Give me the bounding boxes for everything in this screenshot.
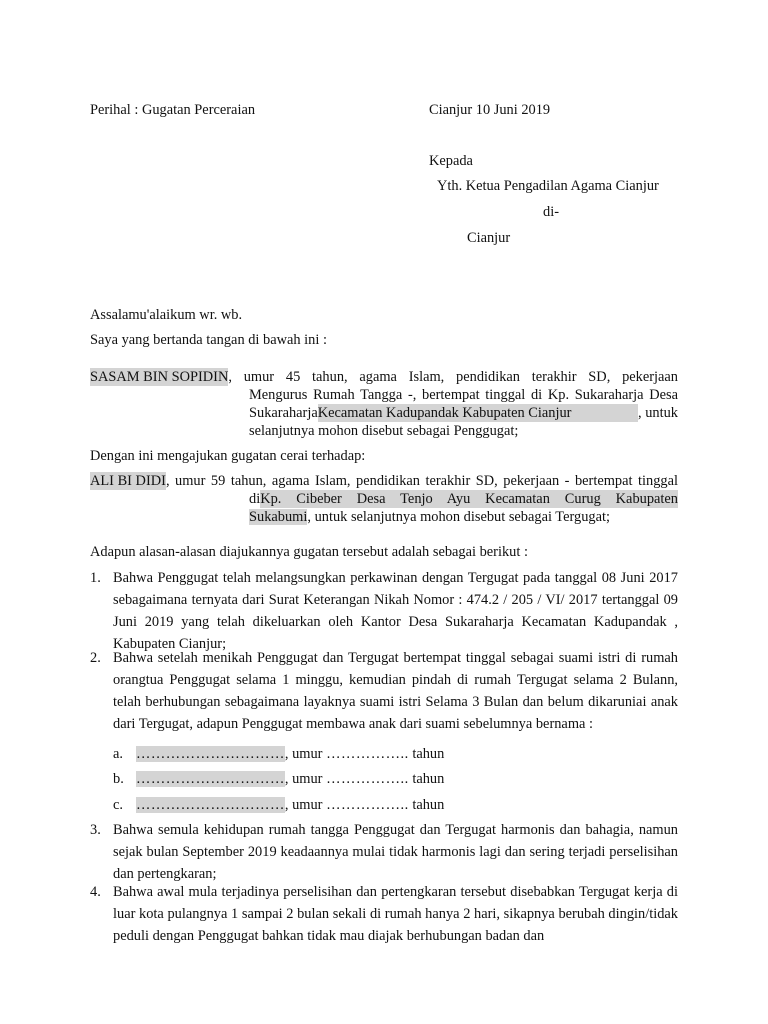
child-letter: a. xyxy=(113,746,123,762)
child-entry: …………………………, umur …………….. tahun xyxy=(136,771,445,787)
reason-text: Bahwa awal mula terjadinya perselisihan dan pertengkaran tersebut disebabkan Tergugat kerja di luar kota pulangnya 1 sampai 2 bulan sekali di rumah hanya 2 hari, sikapnya berubah dingin/tidak peduli dengan Penggugat bahkan tidak mau diajak berhubungan badan dan xyxy=(113,884,678,944)
reason-number: 3. xyxy=(90,822,101,838)
defendant-line-1: ALI BI DIDI , umur 59 tahun, agama Islam, pendidikan terakhir SD, pekerjaan - bertempat tinggal xyxy=(90,473,678,489)
child-entry: …………………………, umur …………….. tahun xyxy=(136,797,445,813)
plaintiff-line-1 xyxy=(90,368,678,386)
plaintiff-line-2: Mengurus Rumah Tangga -, bertempat tinggal di Kp. Sukaraharja Desa xyxy=(249,387,678,403)
child-age-blank: …………….. xyxy=(326,797,409,813)
plaintiff-name: SASAM BIN SOPIDIN xyxy=(90,369,229,385)
recipient-di: di- xyxy=(543,204,559,220)
child-age-blank: …………….. xyxy=(326,771,409,787)
defendant-district-highlight: Sukabumi xyxy=(249,509,308,525)
child-entry: …………………………, umur …………….. tahun xyxy=(136,746,445,762)
reason-number: 4. xyxy=(90,884,101,900)
place-date: Cianjur 10 Juni 2019 xyxy=(429,102,551,118)
reason-text: Bahwa semula kehidupan rumah tangga Penggugat dan Tergugat harmonis dan bahagia, namun sejak bulan September 2019 keadaannya mulai tidak harmonis lagi dan sering terjadi perselisihan dan pertengkaran; xyxy=(113,822,678,882)
reason-number: 2. xyxy=(90,650,101,666)
child-name-blank: ………………………… xyxy=(136,746,285,762)
greeting: Assalamu'alaikum wr. wb. xyxy=(90,307,243,323)
plaintiff-address-highlight: Kecamatan Kadupandak Kabupaten Cianjur xyxy=(318,404,638,422)
recipient-city: Cianjur xyxy=(467,230,511,246)
recipient-to: Kepada xyxy=(429,153,473,169)
reason-text: Bahwa Penggugat telah melangsungkan perkawinan dengan Tergugat pada tanggal 08 Juni 2017 sebagaimana ternyata dari Surat Keterangan Nikah Nomor : 474.2 / 205 / VI/ 2017 tertanggal 09 Juni 2019 yang telah dikeluarkan oleh Kantor Desa Sukaraharja Kecamatan Kadupandak , Kabupaten Cianjur; xyxy=(113,570,678,652)
defendant-address-highlight: Kp. Cibeber Desa Tenjo Ayu Kecamatan Curug Kabupaten xyxy=(260,491,678,507)
reason-text: Bahwa setelah menikah Penggugat dan Tergugat bertempat tinggal sebagai suami istri di rumah orangtua Penggugat selama 1 minggu, kemudian pindah di rumah Tergugat selama 2 Bulann, telah berhubungan sebagaimana layaknya suami istri Selama 3 Bulan dan belum dikaruniai anak dari Tergugat, adapun Penggugat membawa anak dari suami sebelumnya bernama : xyxy=(113,650,678,732)
defendant-line-3: Sukabumi, untuk selanjutnya mohon disebut sebagai Tergugat; xyxy=(249,509,610,525)
intro-line: Saya yang bertanda tangan di bawah ini : xyxy=(90,332,327,348)
child-name-blank: ………………………… xyxy=(136,797,285,813)
petition-intro: Dengan ini mengajukan gugatan cerai terhadap: xyxy=(90,448,366,464)
plaintiff-line-3: Sukaraharja Kecamatan Kadupandak Kabupaten Cianjur , untuk xyxy=(249,405,678,421)
child-age-blank: …………….. xyxy=(326,746,409,762)
child-name-blank: ………………………… xyxy=(136,771,285,787)
child-letter: c. xyxy=(113,797,123,813)
recipient-addressee: Yth. Ketua Pengadilan Agama Cianjur xyxy=(437,178,659,194)
defendant-line-2: di Kp. Cibeber Desa Tenjo Ayu Kecamatan Curug Kabupaten xyxy=(249,491,678,507)
reason-number: 1. xyxy=(90,570,101,586)
reasons-intro: Adapun alasan-alasan diajukannya gugatan tersebut adalah sebagai berikut : xyxy=(90,544,528,560)
subject-line: Perihal : Gugatan Perceraian xyxy=(90,102,256,118)
defendant-name: ALI BI DIDI xyxy=(90,473,166,489)
plaintiff-line-4: selanjutnya mohon disebut sebagai Penggugat; xyxy=(249,423,519,439)
child-letter: b. xyxy=(113,771,124,787)
plaintiff-line-1-rest: , umur 45 tahun, agama Islam, pendidikan terakhir SD, pekerjaan xyxy=(228,369,678,385)
